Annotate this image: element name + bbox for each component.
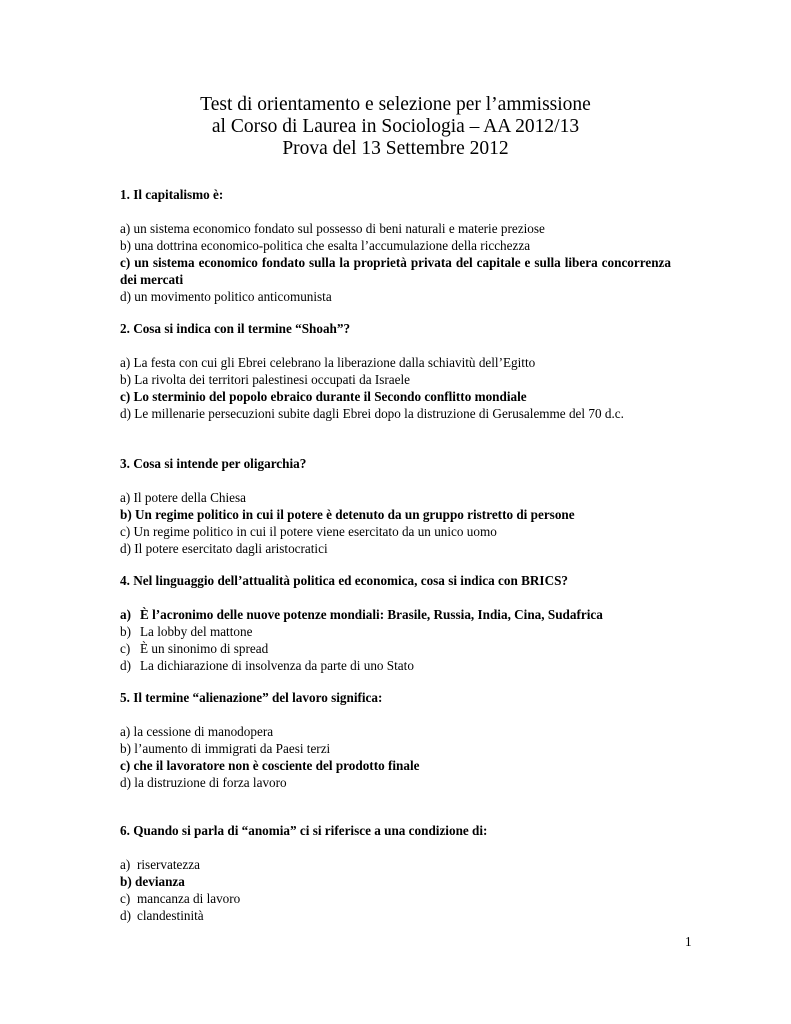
option-c-correct: c) un sistema economico fondato sulla la proprietà privata del capitale e sulla libera concorrenza dei mercati [120, 255, 671, 287]
option-prefix: c) [120, 891, 131, 906]
option-a: a) Il potere della Chiesa [120, 490, 246, 505]
option-a-correct [120, 606, 671, 623]
option-prefix: a) [120, 607, 131, 622]
option-prefix: d) [120, 908, 131, 923]
option-text: clandestinità [137, 908, 204, 923]
page-number: 1 [685, 934, 692, 949]
option-b [120, 623, 671, 640]
option-prefix: c) [120, 641, 131, 656]
option-text: riservatezza [137, 857, 200, 872]
option-d [120, 657, 671, 674]
option-c [120, 890, 671, 907]
question-5 [120, 689, 671, 791]
option-a [120, 856, 671, 873]
option-prefix: d) [120, 658, 131, 673]
option-text: devianza [135, 874, 185, 889]
question-title: 5. Il termine “alienazione” del lavoro significa: [120, 690, 383, 705]
option-c: c) Un regime politico in cui il potere viene esercitato da un unico uomo [120, 524, 497, 539]
option-b: b) La rivolta dei territori palestinesi occupati da Israele [120, 372, 411, 387]
title-line-3: Prova del 13 Settembre 2012 [282, 138, 509, 159]
document-title [120, 94, 671, 160]
question-1 [120, 186, 671, 305]
option-text: La dichiarazione di insolvenza da parte di uno Stato [140, 658, 414, 673]
option-text: mancanza di lavoro [137, 891, 241, 906]
option-b-correct [120, 873, 671, 890]
option-text: La lobby del mattone [140, 624, 253, 639]
question-3 [120, 455, 671, 557]
title-line-1: Test di orientamento e selezione per l’ammissione [200, 94, 591, 115]
question-2 [120, 320, 671, 422]
option-d: d) Le millenarie persecuzioni subite dagli Ebrei dopo la distruzione di Gerusalemme del 70 d.c. [120, 406, 624, 421]
option-prefix: b) [120, 624, 131, 639]
option-c [120, 640, 671, 657]
question-4 [120, 572, 671, 674]
question-title: 3. Cosa si intende per oligarchia? [120, 456, 307, 471]
question-title: 4. Nel linguaggio dell’attualità politica ed economica, cosa si indica con BRICS? [120, 573, 569, 588]
question-title: 2. Cosa si indica con il termine “Shoah”? [120, 321, 351, 336]
option-d: d) la distruzione di forza lavoro [120, 775, 287, 790]
option-c-correct: c) che il lavoratore non è cosciente del prodotto finale [120, 758, 420, 773]
option-a: a) un sistema economico fondato sul possesso di beni naturali e materie preziose [120, 221, 545, 236]
title-line-2: al Corso di Laurea in Sociologia – AA 2012/13 [211, 116, 580, 137]
option-a: a) la cessione di manodopera [120, 724, 274, 739]
option-d: d) Il potere esercitato dagli aristocratici [120, 541, 328, 556]
option-b: b) una dottrina economico-politica che esalta l’accumulazione della ricchezza [120, 238, 531, 253]
option-prefix: b) [120, 874, 132, 889]
option-c-correct: c) Lo sterminio del popolo ebraico durante il Secondo conflitto mondiale [120, 389, 527, 404]
question-6 [120, 822, 671, 924]
option-prefix: a) [120, 857, 131, 872]
question-title: 1. Il capitalismo è: [120, 187, 224, 202]
option-a: a) La festa con cui gli Ebrei celebrano la liberazione dalla schiavitù dell’Egitto [120, 355, 536, 370]
option-d: d) un movimento politico anticomunista [120, 289, 332, 304]
option-text: È un sinonimo di spread [140, 641, 269, 656]
option-text: È l’acronimo delle nuove potenze mondiali: Brasile, Russia, India, Cina, Sudafrica [140, 607, 603, 622]
option-b-correct: b) Un regime politico in cui il potere è detenuto da un gruppo ristretto di persone [120, 507, 575, 522]
question-title: 6. Quando si parla di “anomia” ci si riferisce a una condizione di: [120, 823, 488, 838]
option-d [120, 907, 671, 924]
option-b: b) l’aumento di immigrati da Paesi terzi [120, 741, 331, 756]
